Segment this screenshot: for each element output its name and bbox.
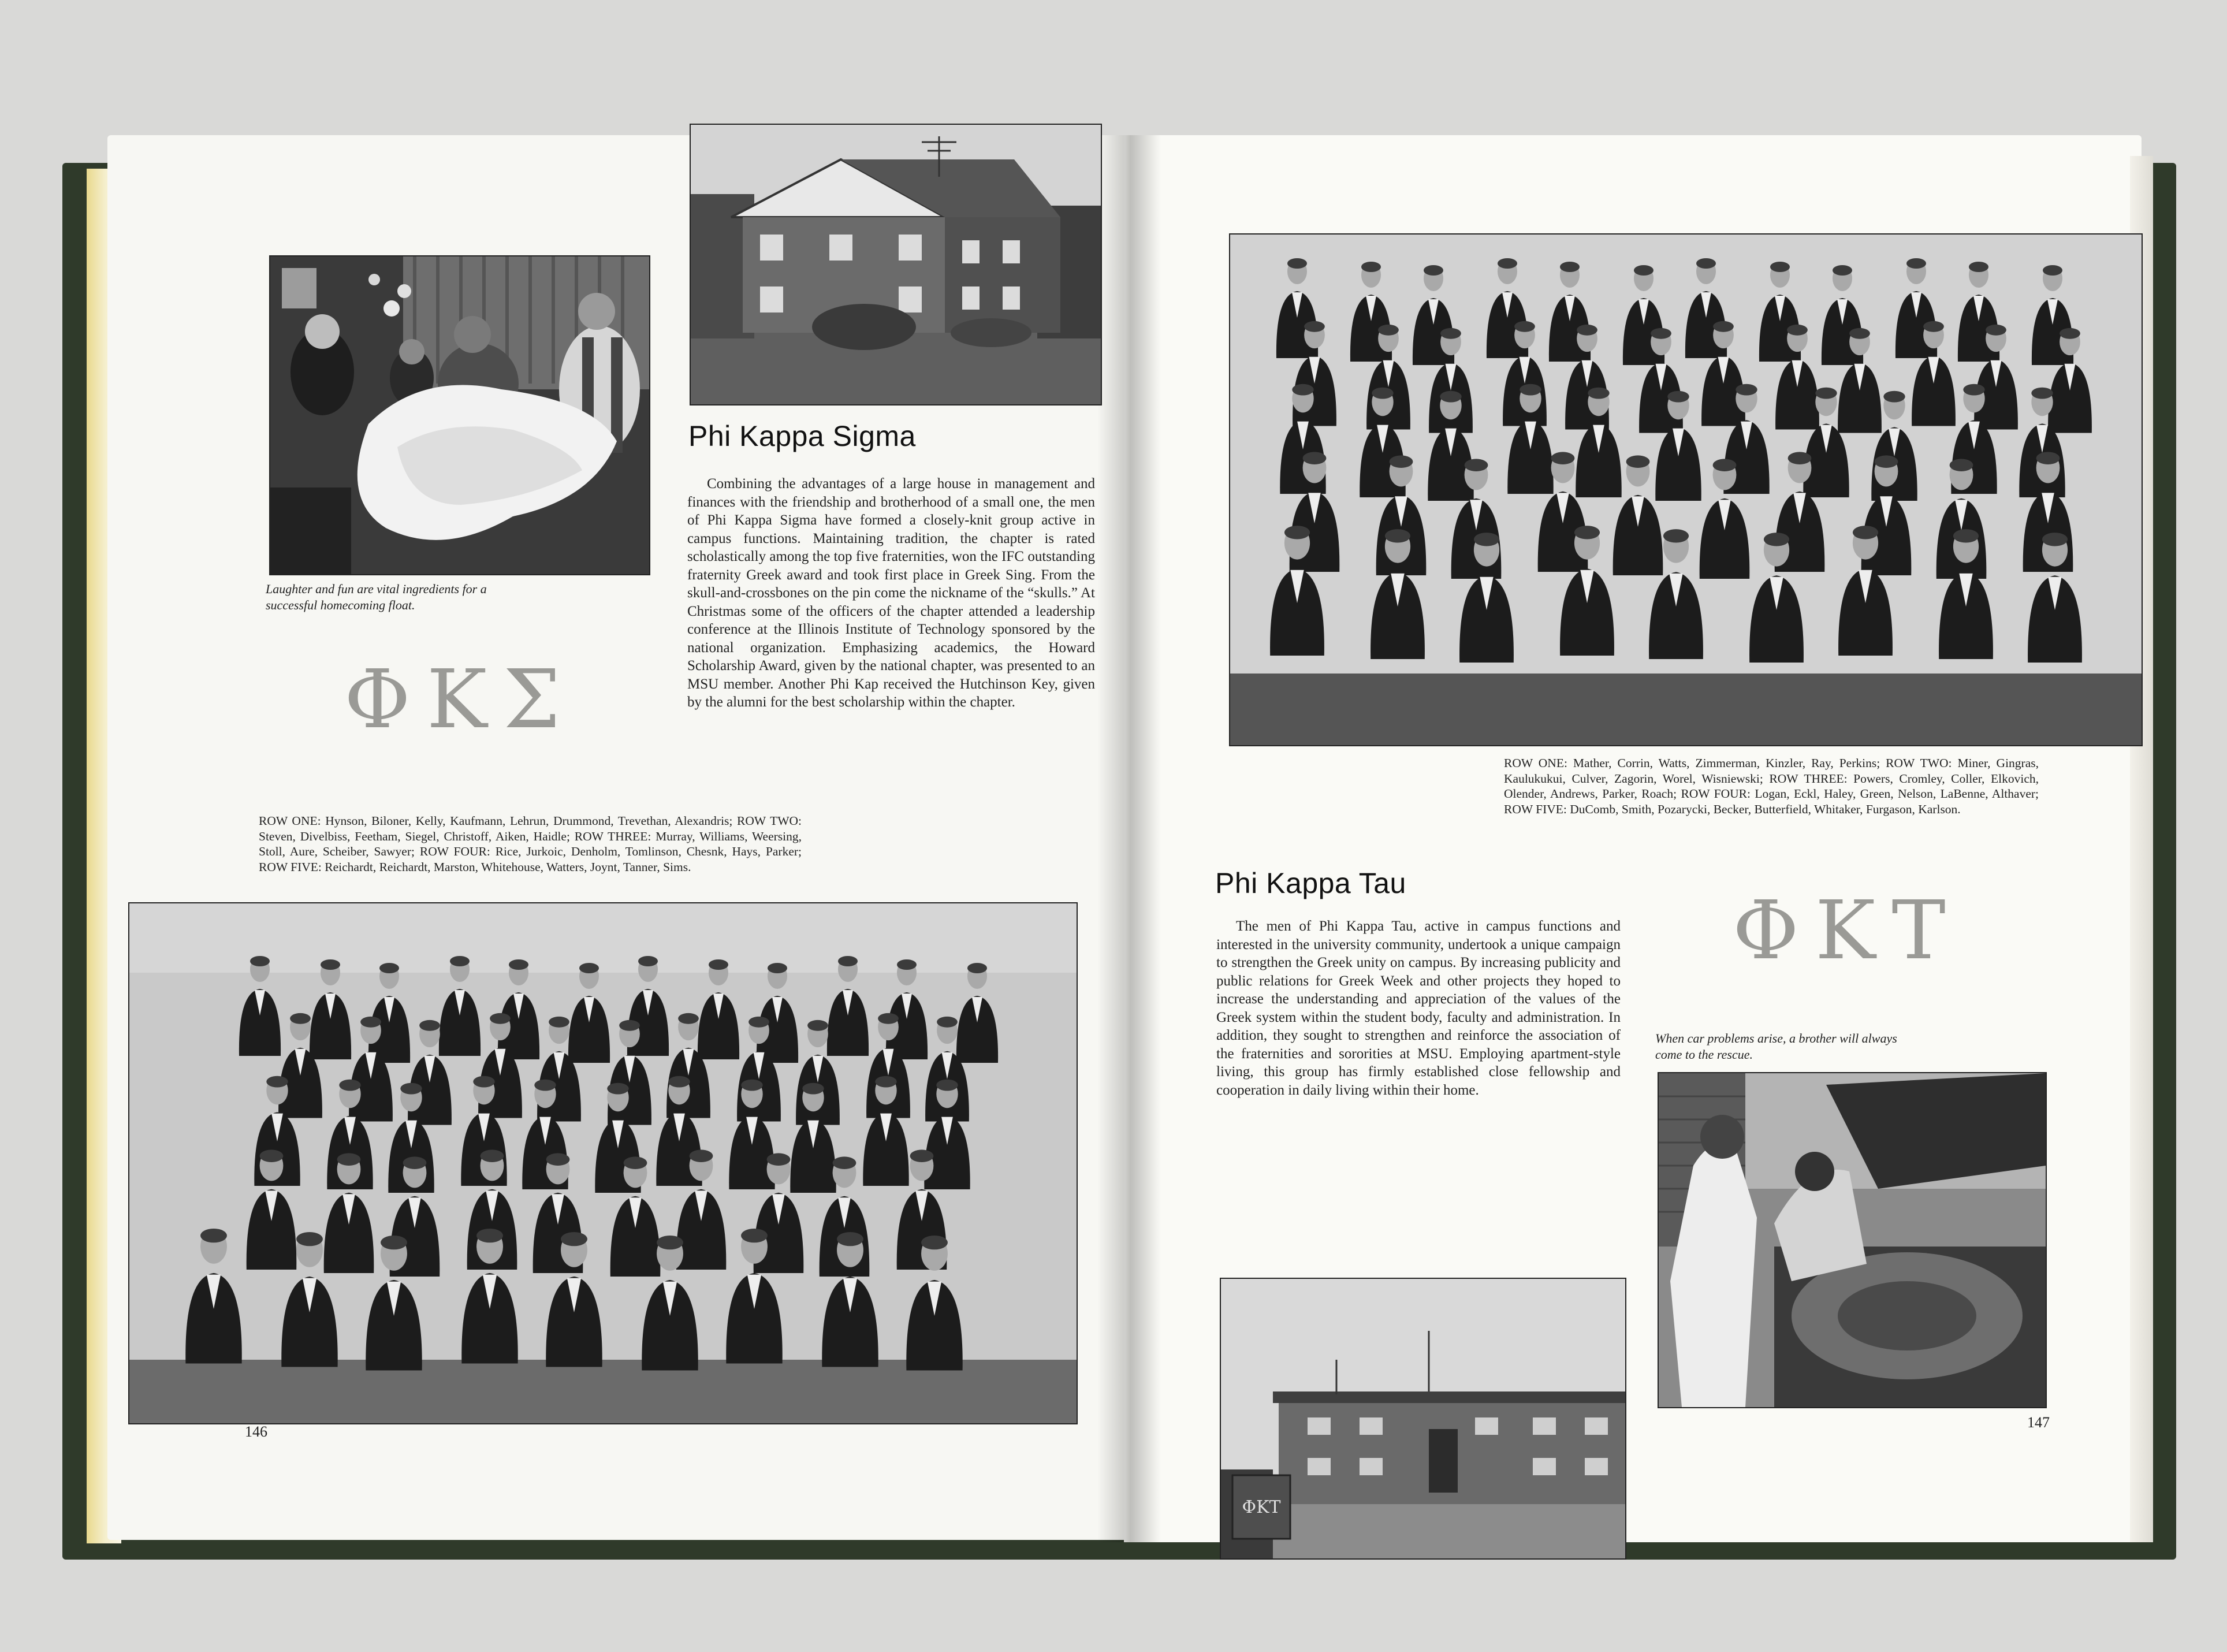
book-gutter <box>1097 135 1161 1542</box>
car-repair-photo <box>1658 1072 2047 1408</box>
phi-kappa-tau-body: The men of Phi Kappa Tau, active in campus functions and interested in the university community, undertook a unique campaign to strengthen the Greek unity on campus. By increasing publicity and public relations for Greek Week and other projects they hoped to increase the understanding and appreciation of the values of the Greek system within the student body, faculty and administration. In addition, they sought to strengthen and reinforce the association of the fraternities and sororities at MSU. Employing apartment-style living, this group has firmly established close fellowship and cooperation in daily living within their home. <box>1216 918 1621 1098</box>
house-sign-letters: ΦΚΤ <box>1242 1497 1281 1517</box>
homecoming-float-photo <box>269 255 650 575</box>
phi-kappa-tau-group-photo <box>1229 233 2143 746</box>
phi-kappa-sigma-group-photo <box>128 902 1078 1424</box>
phi-kappa-tau-house-photo <box>1220 1278 1626 1560</box>
phi-kappa-tau-group-names: ROW ONE: Mather, Corrin, Watts, Zimmerman, Kinzler, Ray, Perkins; ROW TWO: Miner, Gingras, Kaulukukui, Culver, Zagorin, Worel, Wisniewski; ROW THREE: Powers, Cromley, Coller, Elkovich, Olender, Andrews, Parker, Roach; ROW FOUR: Logan, Eckl, Haley, Green, Nelson, LaBenne, Althaver; ROW FIVE: DuComb, Smith, Pozarycki, Becker, Butterfield, Whitaker, Furgason, Karlson. <box>1504 756 2039 816</box>
page-number-left: 146 <box>245 1423 267 1440</box>
phi-kappa-tau-heading: Phi Kappa Tau <box>1215 867 1406 899</box>
car-photo-caption: When car problems arise, a brother will always come to the rescue. <box>1655 1031 1897 1062</box>
phi-kappa-sigma-greek-letters: ΦΚΣ <box>344 653 577 747</box>
phi-kappa-sigma-body: Combining the advantages of a large house in management and finances with the friendship and brotherhood of a small one, the men of Phi Kappa Sigma have formed a closely-knit group active in campus functions. Maintaining tradition, the chapter is rated scholastically among the top five fraternities, won the IFC outstanding fraternity Greek award and took first place in Greek Sing. From the skull-and-crossbones on the pin come the nickname of the “skulls.” At Christmas some of the officers of the chapter attended a leadership conference at the Illinois Institute of Technology sponsored by the national organization. Emphasizing academics, the Howard Scholarship Award, given by the national chapter, was presented to an MSU member. Another Phi Kap received the Hutchinson Key, given by the alumni for the best scholarship within the chapter. <box>687 476 1095 710</box>
phi-kappa-sigma-group-names: ROW ONE: Hynson, Biloner, Kelly, Kaufmann, Lehrun, Drummond, Trevethan, Alexandris; ROW TWO: Steven, Divelbiss, Feetham, Siegel, Christoff, Aiken, Haidle; ROW THREE: Murray, Williams, Weersing, Stoll, Aure, Scheiber, Sawyer; ROW FOUR: Rice, Jurkoic, Denholm, Tomlinson, Chesnk, Hays, Parker; ROW FIVE: Reichardt, Reichardt, Marston, Whitehouse, Watters, Joynt, Tanner, Sims. <box>259 814 802 874</box>
phi-kappa-tau-greek-letters: ΦΚΤ <box>1733 884 1962 978</box>
phi-kappa-sigma-heading: Phi Kappa Sigma <box>688 420 916 452</box>
phi-kappa-sigma-house-photo <box>690 124 1102 405</box>
homecoming-float-caption: Laughter and fun are vital ingredients for a successful homecoming float. <box>266 582 487 612</box>
page-number-right: 147 <box>2027 1414 2050 1431</box>
